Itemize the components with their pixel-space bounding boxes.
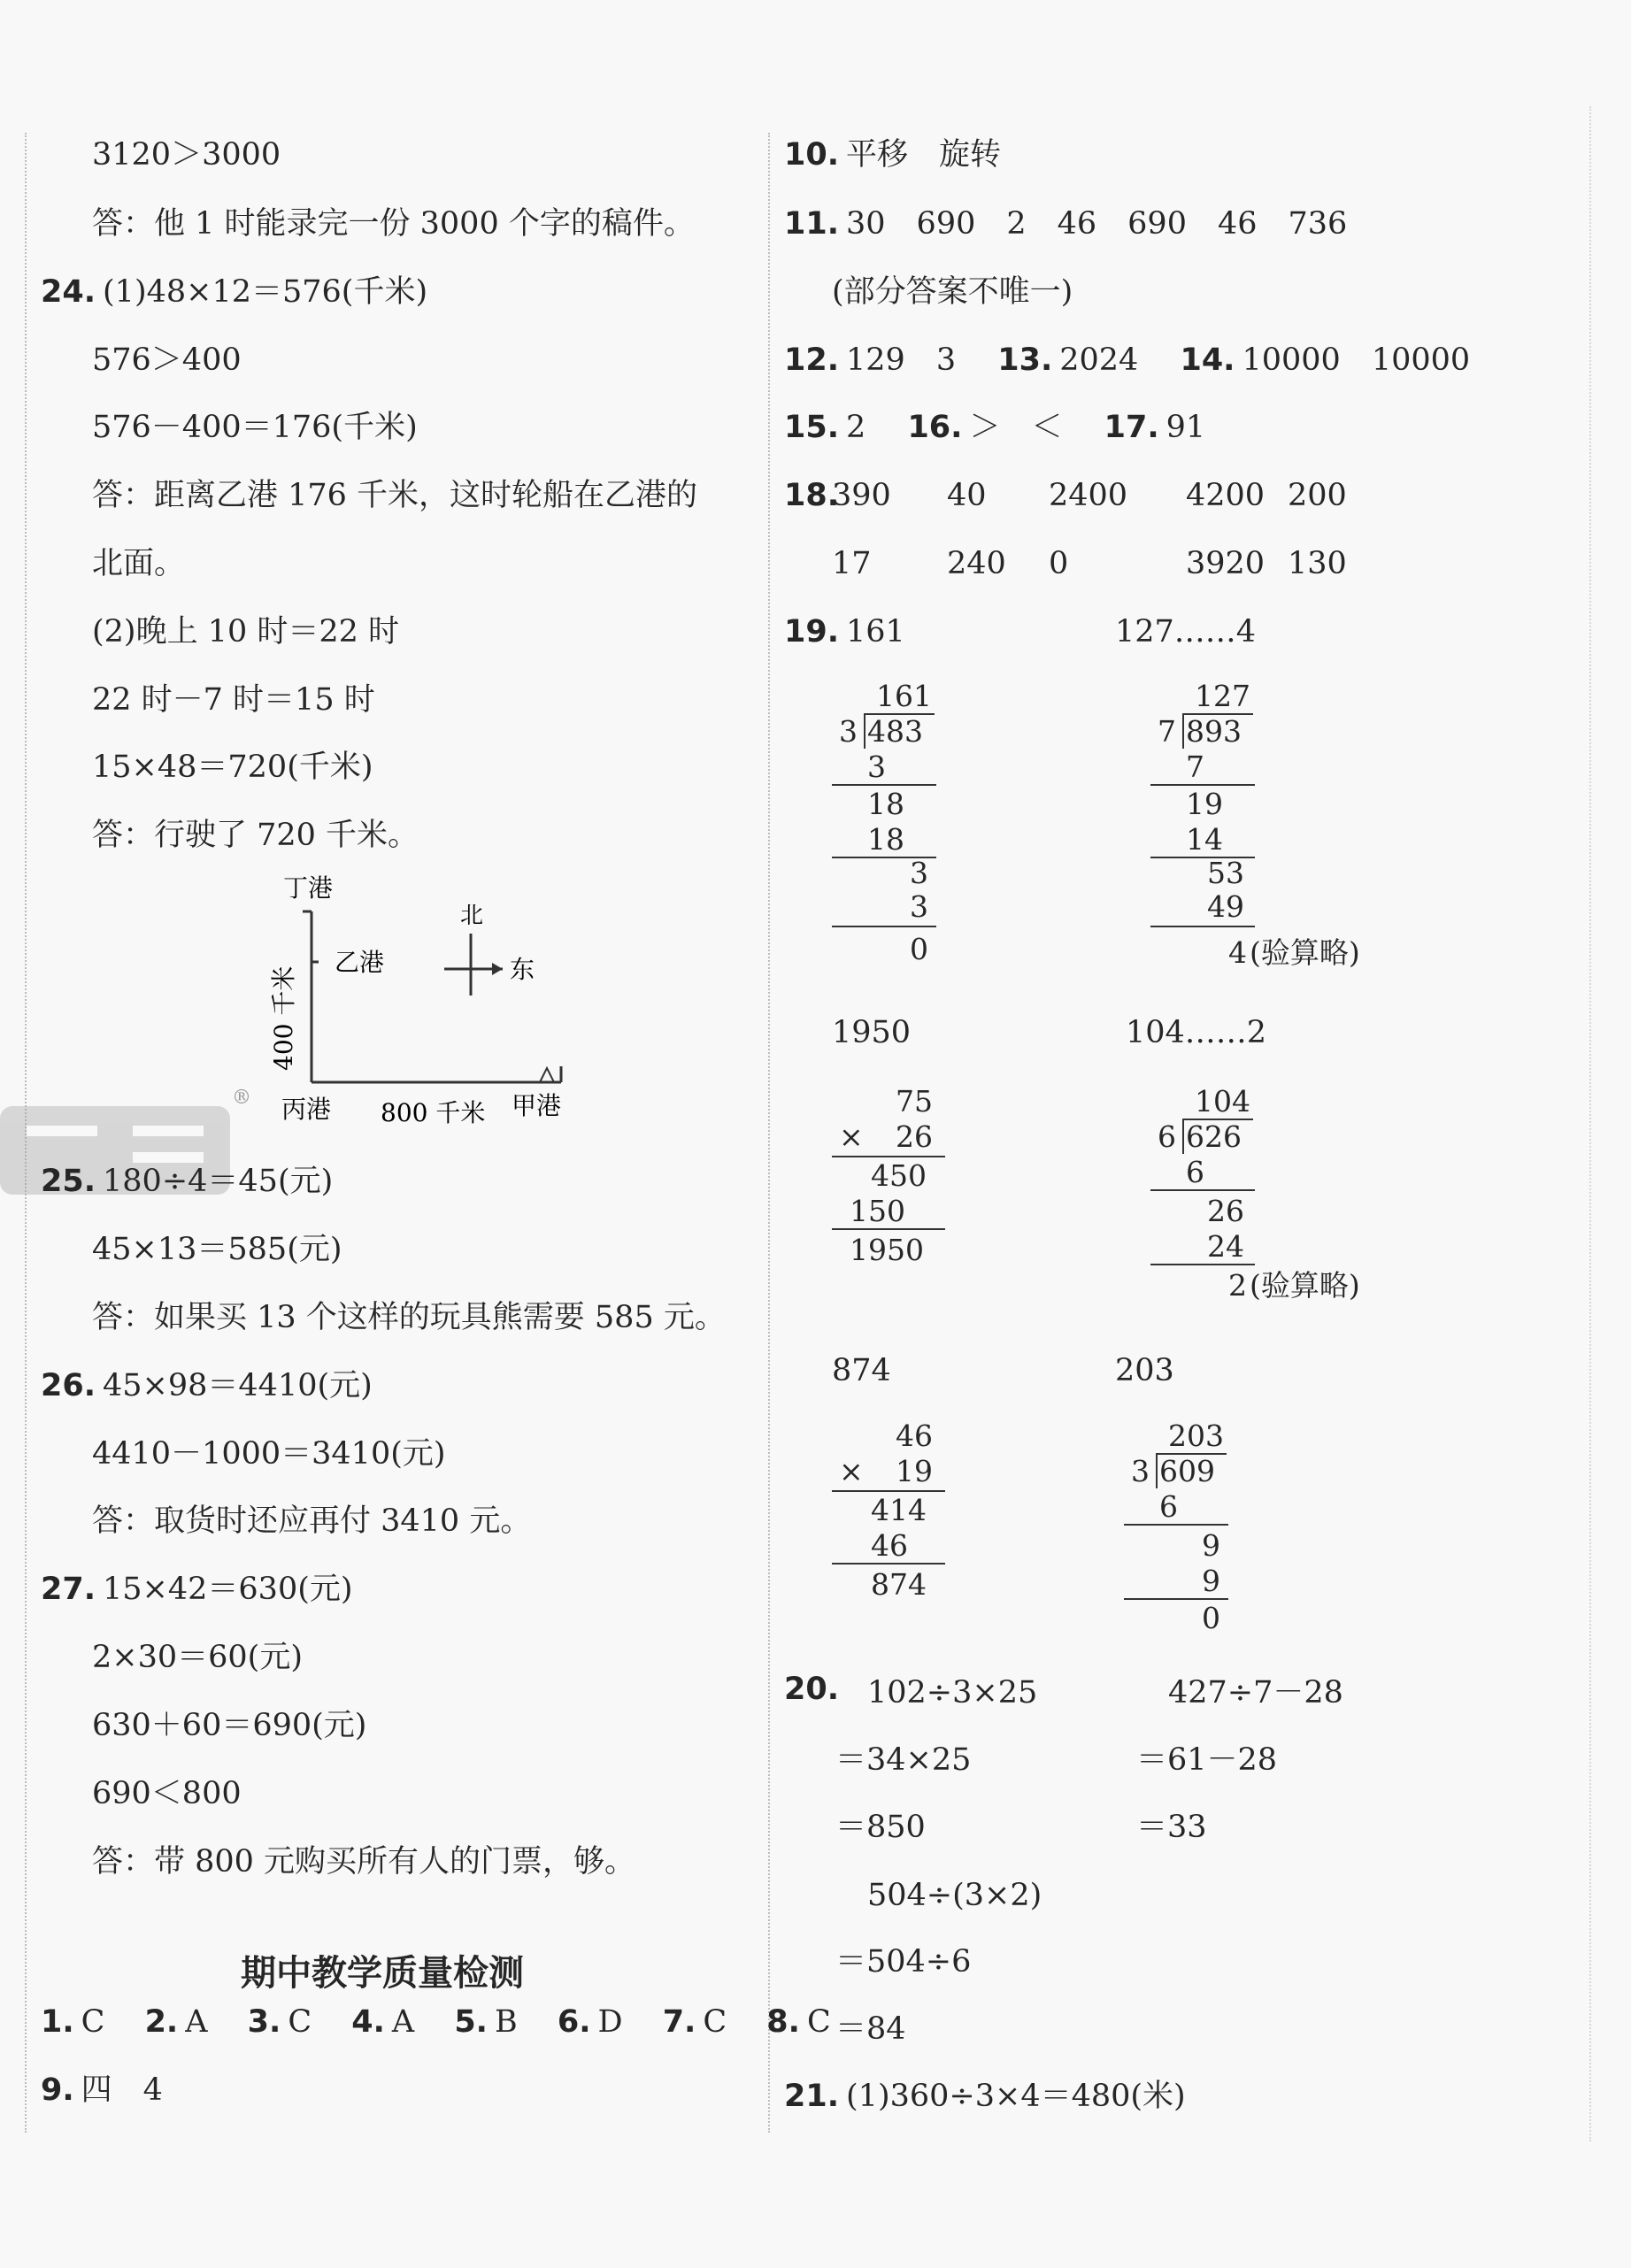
q20-b-expr: 427÷7－28 [1168,1675,1343,1711]
question-19: 19. 161 [784,614,905,650]
text-line: 690＜800 [92,1776,242,1811]
divisor: 6 [1158,1119,1176,1154]
q18-row2-v2: 240 [947,546,1006,581]
q20-c-step: ＝504÷6 [835,1944,972,1980]
dividend: 483 [867,714,923,749]
check-note: (验算略) [1250,1268,1360,1303]
question-25: 25. 180÷4＝45(元) [41,1164,334,1199]
text-line: 2×30＝60(元) [92,1640,303,1675]
question-21: 21. (1)360÷3×4＝480(米) [784,2079,1186,2114]
q20-c-expr: 504÷(3×2) [867,1878,1042,1913]
divisor: 3 [839,714,858,749]
text-line: 15×48＝720(千米) [92,750,373,785]
q18-row2-v1: 17 [832,546,872,581]
question-11: 11. 30 690 2 46 690 46 736 [784,206,1348,242]
east-arrow-icon [492,963,503,975]
q20-b-step: ＝61－28 [1136,1742,1278,1778]
long-division-893-by-7: 127 7 893 7 19 14 53 49 4 (验算略) [1150,681,1434,982]
question-11-note: (部分答案不唯一) [832,274,1073,310]
question-26: 26. 45×98＝4410(元) [41,1368,373,1403]
quotient: 161 [876,679,932,713]
q19-result-c: 1950 [832,1015,912,1050]
ding-port-label: 丁港 [283,873,334,903]
question-24: 24. (1)48×12＝576(千米) [41,274,428,310]
east-label: 东 [510,955,535,984]
q20-c-result: ＝84 [835,2011,906,2047]
long-division-483-by-3: 161 3 483 3 18 18 3 3 0 [832,681,1009,973]
text-line: (2)晚上 10 时＝22 时 [92,614,400,650]
right-column [779,0,1631,2268]
text-line: 4410－1000＝3410(元) [92,1436,446,1472]
text-line: 答：他 1 时能录完一份 3000 个字的稿件。 [92,206,695,242]
q19-result-f: 203 [1115,1353,1174,1388]
divisor: 7 [1158,714,1176,749]
q20-a-expr: 102÷3×25 [867,1675,1038,1711]
text-line: 答：行驶了 720 千米。 [92,818,419,853]
text-line: 答：如果买 13 个这样的玩具熊需要 585 元。 [92,1300,726,1335]
north-label: 北 [460,903,484,929]
text-line: 答：距离乙港 176 千米，这时轮船在乙港的 [92,478,698,513]
text-line: 答：带 800 元购买所有人的门票，够。 [92,1844,636,1880]
q18-row2-v3: 0 [1049,546,1069,581]
question-9: 9. 四 4 [41,2072,163,2108]
text-line: 45×13＝585(元) [92,1232,342,1267]
jia-port-marker [540,1068,554,1082]
q20-a-result: ＝850 [835,1810,926,1845]
check-note: (验算略) [1250,935,1360,970]
quotient: 104 [1195,1084,1250,1119]
yi-port-label: 乙港 [335,948,385,977]
q19-result-d: 104……2 [1126,1015,1267,1050]
dividend: 626 [1186,1119,1242,1154]
registered-mark: ® [232,1087,251,1109]
section-heading: 期中教学质量检测 [241,1953,524,1994]
text-line: 22 时－7 时＝15 时 [92,682,375,718]
q18-row1-v3: 2400 [1049,478,1128,513]
text-line: 576－400＝176(千米) [92,410,418,445]
jia-port-label: 甲港 [512,1091,562,1120]
divisor: 3 [1131,1454,1150,1488]
text-line: 576＞400 [92,342,242,378]
text-line: 答：取货时还应再付 3410 元。 [92,1503,532,1539]
q20-a-step: ＝34×25 [835,1742,972,1778]
bing-port-label: 丙港 [281,1095,332,1124]
q18-row1-v4: 4200 [1186,478,1266,513]
horizontal-distance-label: 800 千米 [381,1098,486,1127]
choice-answers-row: 1. C 2. A 3. C 4. A 5. B 6. D 7. C 8. C [41,2004,831,2040]
multiplication-46-by-19: 46 × 19 414 46 874 [832,1421,1009,1616]
quotient: 203 [1168,1418,1224,1453]
vertical-distance-label: 400 千米 [269,965,298,1071]
dividend: 893 [1186,714,1242,749]
question-10: 10. 平移 旋转 [784,137,1002,173]
question-18: 18. [784,478,840,513]
q18-row1-v2: 40 [947,478,987,513]
quotient: 127 [1195,679,1250,713]
q20-b-result: ＝33 [1136,1810,1207,1845]
question-20: 20. [784,1672,840,1707]
q18-row2-v5: 130 [1288,546,1347,581]
multiplication-75-by-26: 75 × 26 450 150 1950 [832,1087,1009,1281]
q19-result-b: 127……4 [1115,614,1257,650]
q18-row1-v1: 390 [832,478,891,513]
q18-row1-v5: 200 [1288,478,1347,513]
long-division-626-by-6: 104 6 626 6 26 24 2 (验算略) [1150,1087,1434,1317]
question-15-17: 15. 2 16. ＞ ＜ 17. 91 [784,410,1206,445]
question-27: 27. 15×42＝630(元) [41,1572,353,1607]
long-division-609-by-3: 203 3 609 6 9 9 0 [1124,1421,1319,1651]
q19-result-e: 874 [832,1353,891,1388]
question-12-14: 12. 129 3 13. 2024 14. 10000 10000 [784,342,1471,378]
text-line: 北面。 [92,546,186,581]
dividend: 609 [1159,1454,1215,1488]
text-line: 630＋60＝690(元) [92,1708,367,1743]
q18-row2-v4: 3920 [1186,546,1266,581]
text-line: 3120＞3000 [92,137,281,173]
port-map-diagram [232,872,584,1137]
